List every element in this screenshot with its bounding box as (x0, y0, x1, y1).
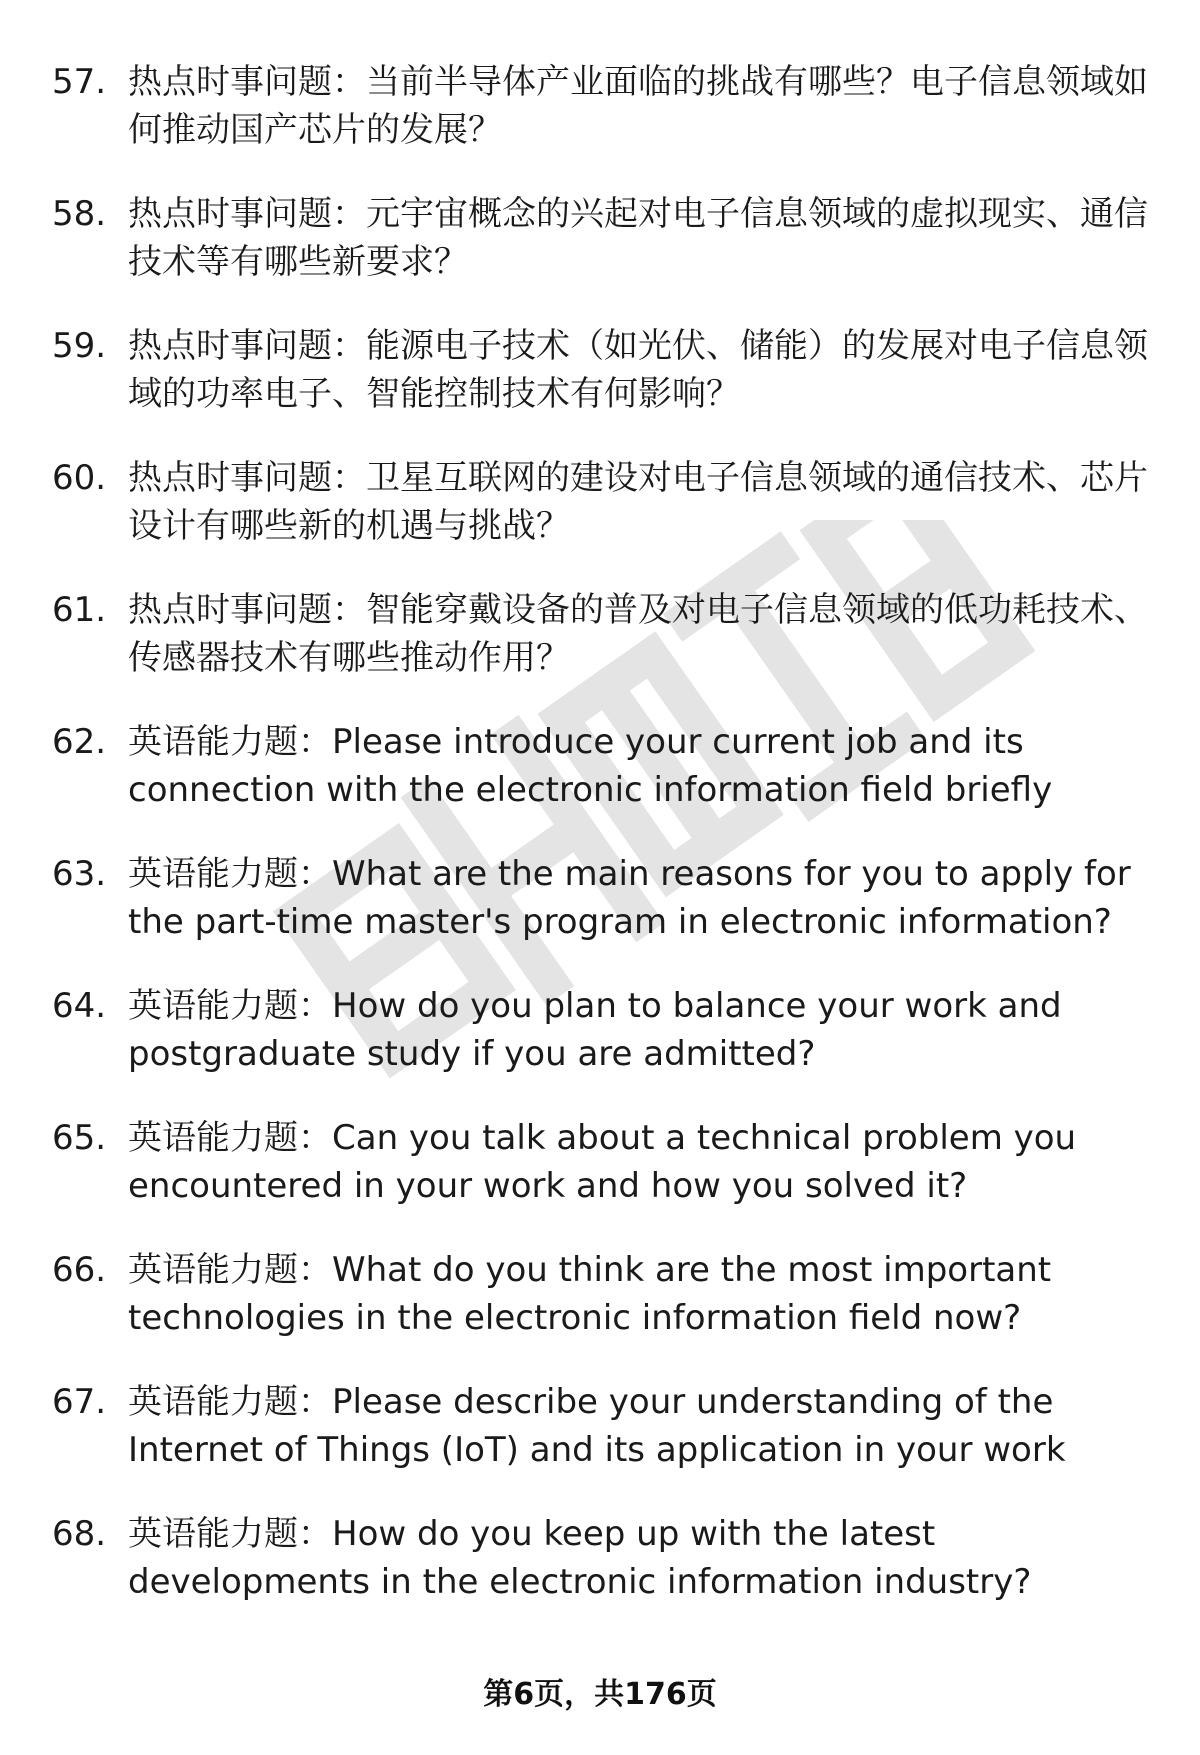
question-text: 热点时事问题：当前半导体产业面临的挑战有哪些？电子信息领域如何推动国产芯片的发展？ (128, 62, 1148, 150)
question-text: 英语能力题：How do you keep up with the latest developments in the electronic information industry? (128, 1514, 1032, 1602)
list-item (0, 1510, 1200, 1626)
question-number: 60. (52, 458, 107, 498)
question-text: 英语能力题：Can you talk about a technical problem you encountered in your work and how you solved it? (128, 1118, 1077, 1206)
list-item (0, 1378, 1200, 1494)
question-number: 68. (52, 1514, 107, 1554)
question-number: 57. (52, 62, 107, 102)
list-item (0, 190, 1200, 306)
list-item (0, 586, 1200, 702)
question-number: 64. (52, 986, 107, 1026)
list-item (0, 1114, 1200, 1230)
list-item (0, 322, 1200, 438)
question-number: 62. (52, 722, 107, 762)
question-number: 66. (52, 1250, 107, 1290)
list-item (0, 718, 1200, 834)
question-number: 67. (52, 1382, 107, 1422)
list-item (0, 850, 1200, 966)
list-item (0, 454, 1200, 570)
list-item (0, 1246, 1200, 1362)
question-text: 英语能力题：What are the main reasons for you to apply for the part-time master's program in electronic information? (128, 854, 1131, 942)
question-text: 热点时事问题：元宇宙概念的兴起对电子信息领域的虚拟现实、通信技术等有哪些新要求？ (128, 194, 1148, 282)
question-number: 58. (52, 194, 107, 234)
question-number: 65. (52, 1118, 107, 1158)
question-number: 63. (52, 854, 107, 894)
question-number: 59. (52, 326, 107, 366)
question-text: 热点时事问题：智能穿戴设备的普及对电子信息领域的低功耗技术、传感器技术有哪些推动作用？ (128, 590, 1148, 678)
question-text: 英语能力题：Please describe your understanding of the Internet of Things (IoT) and its application in your work (128, 1382, 1066, 1470)
page-footer: 第6页，共176页 (483, 1677, 717, 1712)
question-number: 61. (52, 590, 107, 630)
list-item (0, 58, 1200, 174)
question-text: 英语能力题：What do you think are the most important technologies in the electronic information field now? (128, 1250, 1052, 1338)
list-item (0, 982, 1200, 1098)
question-list (0, 58, 1200, 1642)
question-text: 英语能力题：How do you plan to balance your work and postgraduate study if you are admitted? (128, 986, 1062, 1074)
question-text: 英语能力题：Please introduce your current job and its connection with the electronic information field briefly (128, 722, 1053, 810)
question-text: 热点时事问题：能源电子技术（如光伏、储能）的发展对电子信息领域的功率电子、智能控制技术有何影响？ (128, 326, 1148, 414)
question-text: 热点时事问题：卫星互联网的建设对电子信息领域的通信技术、芯片设计有哪些新的机遇与挑战？ (128, 458, 1148, 546)
